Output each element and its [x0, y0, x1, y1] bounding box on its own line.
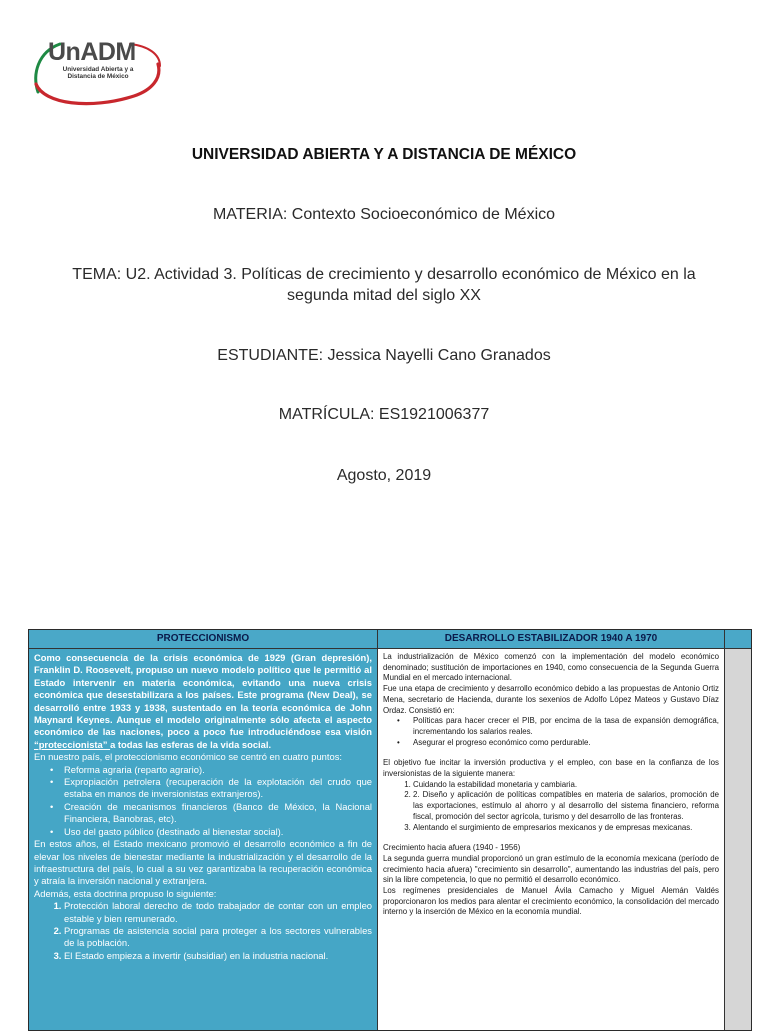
desarrollo-estabilizador-cell [378, 649, 725, 1031]
unadm-logo [30, 34, 164, 106]
list-item: • Reforma agraria (reparto agrario). [64, 764, 372, 776]
proteccionismo-para2: En nuestro país, el proteccionismo económico se centró en cuatro puntos: [34, 751, 342, 763]
proteccionismo-para4: Además, esta doctrina propuso lo siguiente: [34, 887, 217, 899]
desarrollo-numbered-list [383, 780, 719, 834]
spacer [383, 748, 719, 758]
matricula-line: MATRÍCULA: ES1921006377 [278, 406, 490, 423]
list-item: • Uso del gasto público (destinado al bienestar social). [64, 826, 372, 838]
list-item: • Políticas para hacer crecer el PIB, por encima de la tasa de expansión demográfica, incrementando los salarios reales. [413, 716, 719, 737]
list-item: • Creación de mecanismos financieros (Banco de México, la Nacional Financiera, Banobras, etc). [64, 801, 372, 826]
header-third-column [725, 630, 751, 649]
list-item: 2. 2. Diseño y aplicación de políticas compatibles en materia de salarios, promoción de las exportaciones, estímulo al ahorro y al desarrollo del sistema financiero, reforma fiscal, promoción del sector agrícola, turismo y del desarrollo de las fronteras. [413, 790, 719, 822]
desarrollo-para2: Fue una etapa de crecimiento y desarrollo económico debido a las propuestas de Antonio Ortiz Mena, secretario de Hacienda, durante los sexenios de Adolfo López Mateos y Gustavo Díaz Ordaz. Consistió en: [383, 684, 719, 715]
list-item: 2. Programas de asistencia social para proteger a los sectores vulnerables de la población. [64, 925, 372, 950]
third-column-cell [725, 649, 751, 1031]
proteccionismo-numbered-list [34, 900, 372, 962]
list-item: 1. Cuidando la estabilidad monetaria y cambiaria. [413, 780, 719, 791]
materia-line: MATERIA: Contexto Socioeconómico de México [212, 206, 556, 223]
proteccionismo-para3: En estos años, el Estado mexicano promovió el desarrollo económico a fin de elevar los niveles de bienestar mediante la industrialización y el desarrollo de la infraestructura del país, lo cual a su vez garantizaba la recuperación económica y atraía la inversión nacional y extranjera. [34, 838, 372, 887]
logo-wordmark: UnADM [48, 38, 136, 66]
comparison-table [28, 629, 752, 1031]
proteccionismo-intro [34, 652, 372, 751]
desarrollo-subheading: Crecimiento hacia afuera (1940 - 1956) [383, 843, 521, 853]
intro-text-a: Como consecuencia de la crisis económica de 1929 (Gran depresión), Franklin D. Roosevelt, propuso un nuevo modelo político que le permitió al Estado intervenir en materia económica, evitando una nueva crisis económica que desestabilizara a los países. Este programa (New Deal), se desarrolló entre 1933 y 1938, sustentado en la teoría económica de John Maynard Keynes. Aunque el modelo originalmente sólo afecta el aspecto económico de las naciones, poco a poco fue introduciéndose esa visión [34, 652, 372, 738]
desarrollo-bullet-list [383, 716, 719, 748]
intro-term-proteccionista: “proteccionista” [34, 738, 111, 750]
proteccionismo-cell [29, 649, 378, 1031]
list-item: 3. El Estado empieza a invertir (subsidiar) en la industria nacional. [64, 950, 372, 962]
list-item: 3. Alentando el surgimiento de empresarios mexicanos y de empresas mexicanas. [413, 823, 719, 834]
desarrollo-para4: La segunda guerra mundial proporcionó un gran estímulo de la economía mexicana (período de crecimiento hacia afuera) "crecimiento sin desarrollo", aumentando las industrias del país, pero sin la libre competencia, lo que no permitió el desarrollo económico. [383, 853, 719, 885]
university-title: UNIVERSIDAD ABIERTA Y A DISTANCIA DE MÉXICO [191, 146, 577, 163]
tema-line: TEMA: U2. Actividad 3. Políticas de crecimiento y desarrollo económico de México en la segunda mitad del siglo XX [72, 266, 696, 304]
logo-subtitle-line2: Distancia de México [67, 73, 129, 80]
desarrollo-para1: La industrialización de México comenzó con la implementación del modelo económico denominado; sustitución de importaciones en 1940, como consecuencia de la Segunda Guerra Mundial en el mercado internacional. [383, 652, 719, 683]
list-item: • Asegurar el progreso económico como perdurable. [413, 738, 719, 749]
list-item: • Expropiación petrolera (recuperación de la explotación del crudo que estaba en manos de inversionistas extranjeros). [64, 776, 372, 801]
intro-text-b: a todas las esferas de la vida social. [110, 738, 272, 750]
logo-subtitle-line1: Universidad Abierta y a [62, 66, 134, 73]
proteccionismo-bullet-list [34, 764, 372, 838]
list-item: 1. Protección laboral derecho de todo trabajador de contar con un empleo estable y bien remunerado. [64, 900, 372, 925]
header-proteccionismo: PROTECCIONISMO [29, 630, 378, 649]
date-line: Agosto, 2019 [336, 467, 432, 484]
spacer [383, 833, 719, 843]
logo-subtitle [54, 66, 142, 80]
desarrollo-para5: Los regímenes presidenciales de Manuel Ávila Camacho y Miguel Alemán Valdés proporcionaron los medios para alentar el crecimiento económico, la consolidación del mercado interno y la inserción de México en la economía mundial. [383, 886, 719, 917]
header-desarrollo-estabilizador: DESARROLLO ESTABILIZADOR 1940 A 1970 [378, 630, 725, 649]
estudiante-line: ESTUDIANTE: Jessica Nayelli Cano Granados [217, 347, 551, 364]
desarrollo-para3: El objetivo fue incitar la inversión productiva y el empleo, con base en la confianza de los inversionistas de la siguiente manera: [383, 758, 719, 779]
